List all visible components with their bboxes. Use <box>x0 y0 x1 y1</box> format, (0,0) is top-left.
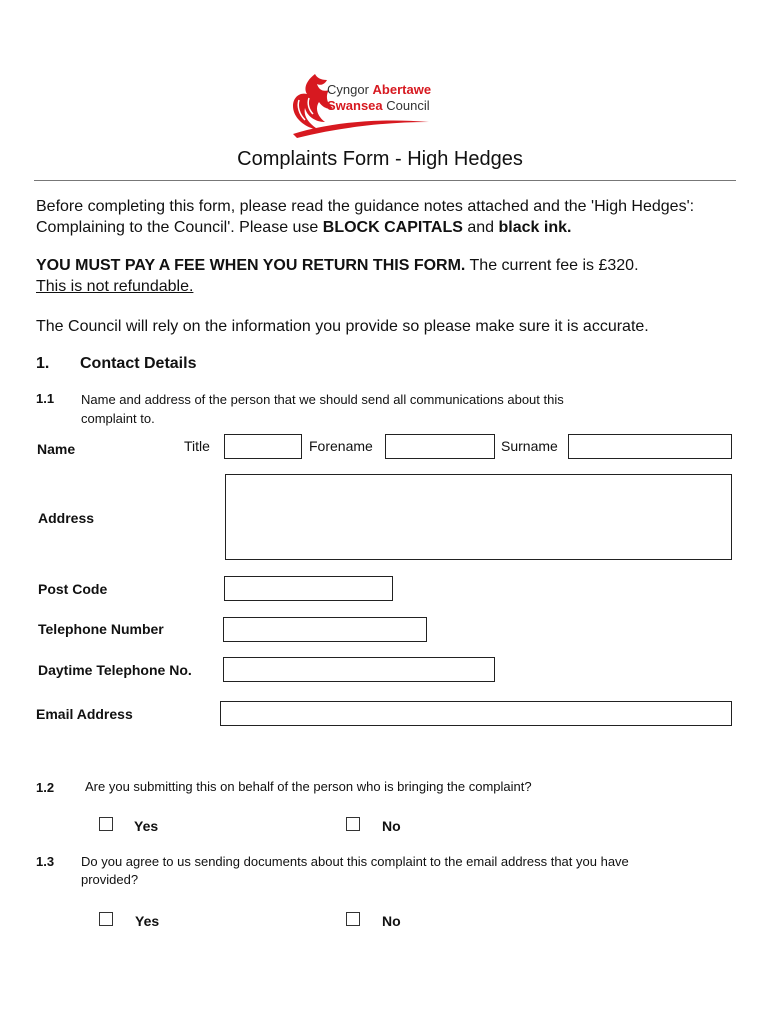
q13-no-checkbox[interactable] <box>346 912 360 926</box>
surname-label: Surname <box>501 438 558 454</box>
telephone-input[interactable] <box>223 617 427 642</box>
logo-cyngor: Cyngor <box>327 82 373 97</box>
q12-yes-checkbox[interactable] <box>99 817 113 831</box>
intro-text-1: Before completing this form, please read the guidance notes attached and the 'High Hedges': Complaining to the Council'. Please use <box>36 198 695 236</box>
address-input[interactable] <box>225 474 732 560</box>
question-text-1-1 <box>81 390 564 428</box>
accuracy-notice: The Council will rely on the information you provide so please make sure it is accurate. <box>36 318 649 335</box>
logo-text-welsh <box>327 82 431 97</box>
surname-input[interactable] <box>568 434 732 459</box>
q11-line1: Name and address of the person that we should send all communications about this <box>81 392 564 407</box>
page-title: Complaints Form - High Hedges <box>237 148 523 170</box>
address-label: Address <box>38 510 95 526</box>
name-label: Name <box>37 441 76 457</box>
title-divider <box>34 180 736 181</box>
fee-amount: The current fee is £320. <box>465 257 639 274</box>
title-label: Title <box>184 438 210 454</box>
intro-black-ink: black ink. <box>498 219 572 236</box>
postcode-label: Post Code <box>38 581 108 597</box>
daytime-telephone-input[interactable] <box>223 657 495 682</box>
fee-not-refundable: This is not refundable. <box>36 278 194 295</box>
q13-yes-label: Yes <box>135 913 160 929</box>
question-text-1-2: Are you submitting this on behalf of the person who is bringing the complaint? <box>85 779 532 794</box>
q13-line2: provided? <box>81 872 139 887</box>
logo-text-english <box>327 98 430 113</box>
q13-line1: Do you agree to us sending documents about this complaint to the email address that you have <box>81 854 629 869</box>
email-input[interactable] <box>220 701 732 726</box>
intro-paragraph <box>36 196 736 238</box>
q12-yes-label: Yes <box>134 818 159 834</box>
question-number-1-1: 1.1 <box>36 391 55 406</box>
fee-notice <box>36 255 736 297</box>
intro-block-capitals: BLOCK CAPITALS <box>322 219 463 236</box>
q12-no-label: No <box>382 818 401 834</box>
forename-label: Forename <box>309 438 373 454</box>
council-logo <box>283 68 458 140</box>
logo-abertawe: Abertawe <box>372 82 432 97</box>
q13-no-label: No <box>382 913 401 929</box>
postcode-input[interactable] <box>224 576 393 601</box>
logo-swoosh-icon <box>291 116 431 138</box>
forename-input[interactable] <box>385 434 495 459</box>
section-heading: Contact Details <box>80 355 197 372</box>
title-input[interactable] <box>224 434 302 459</box>
question-number-1-2: 1.2 <box>36 780 55 795</box>
intro-text-2: and <box>462 219 499 236</box>
question-text-1-3 <box>81 853 629 889</box>
section-number: 1. <box>36 355 50 372</box>
logo-swansea: Swansea <box>327 98 387 113</box>
question-number-1-3: 1.3 <box>36 854 55 869</box>
fee-warning: YOU MUST PAY A FEE WHEN YOU RETURN THIS FORM. <box>36 257 466 274</box>
daytime-telephone-label: Daytime Telephone No. <box>38 662 192 678</box>
q11-line2: complaint to. <box>81 411 155 426</box>
q13-yes-checkbox[interactable] <box>99 912 113 926</box>
telephone-label: Telephone Number <box>38 621 164 637</box>
email-label: Email Address <box>36 706 133 722</box>
q12-no-checkbox[interactable] <box>346 817 360 831</box>
logo-council: Council <box>386 98 430 113</box>
